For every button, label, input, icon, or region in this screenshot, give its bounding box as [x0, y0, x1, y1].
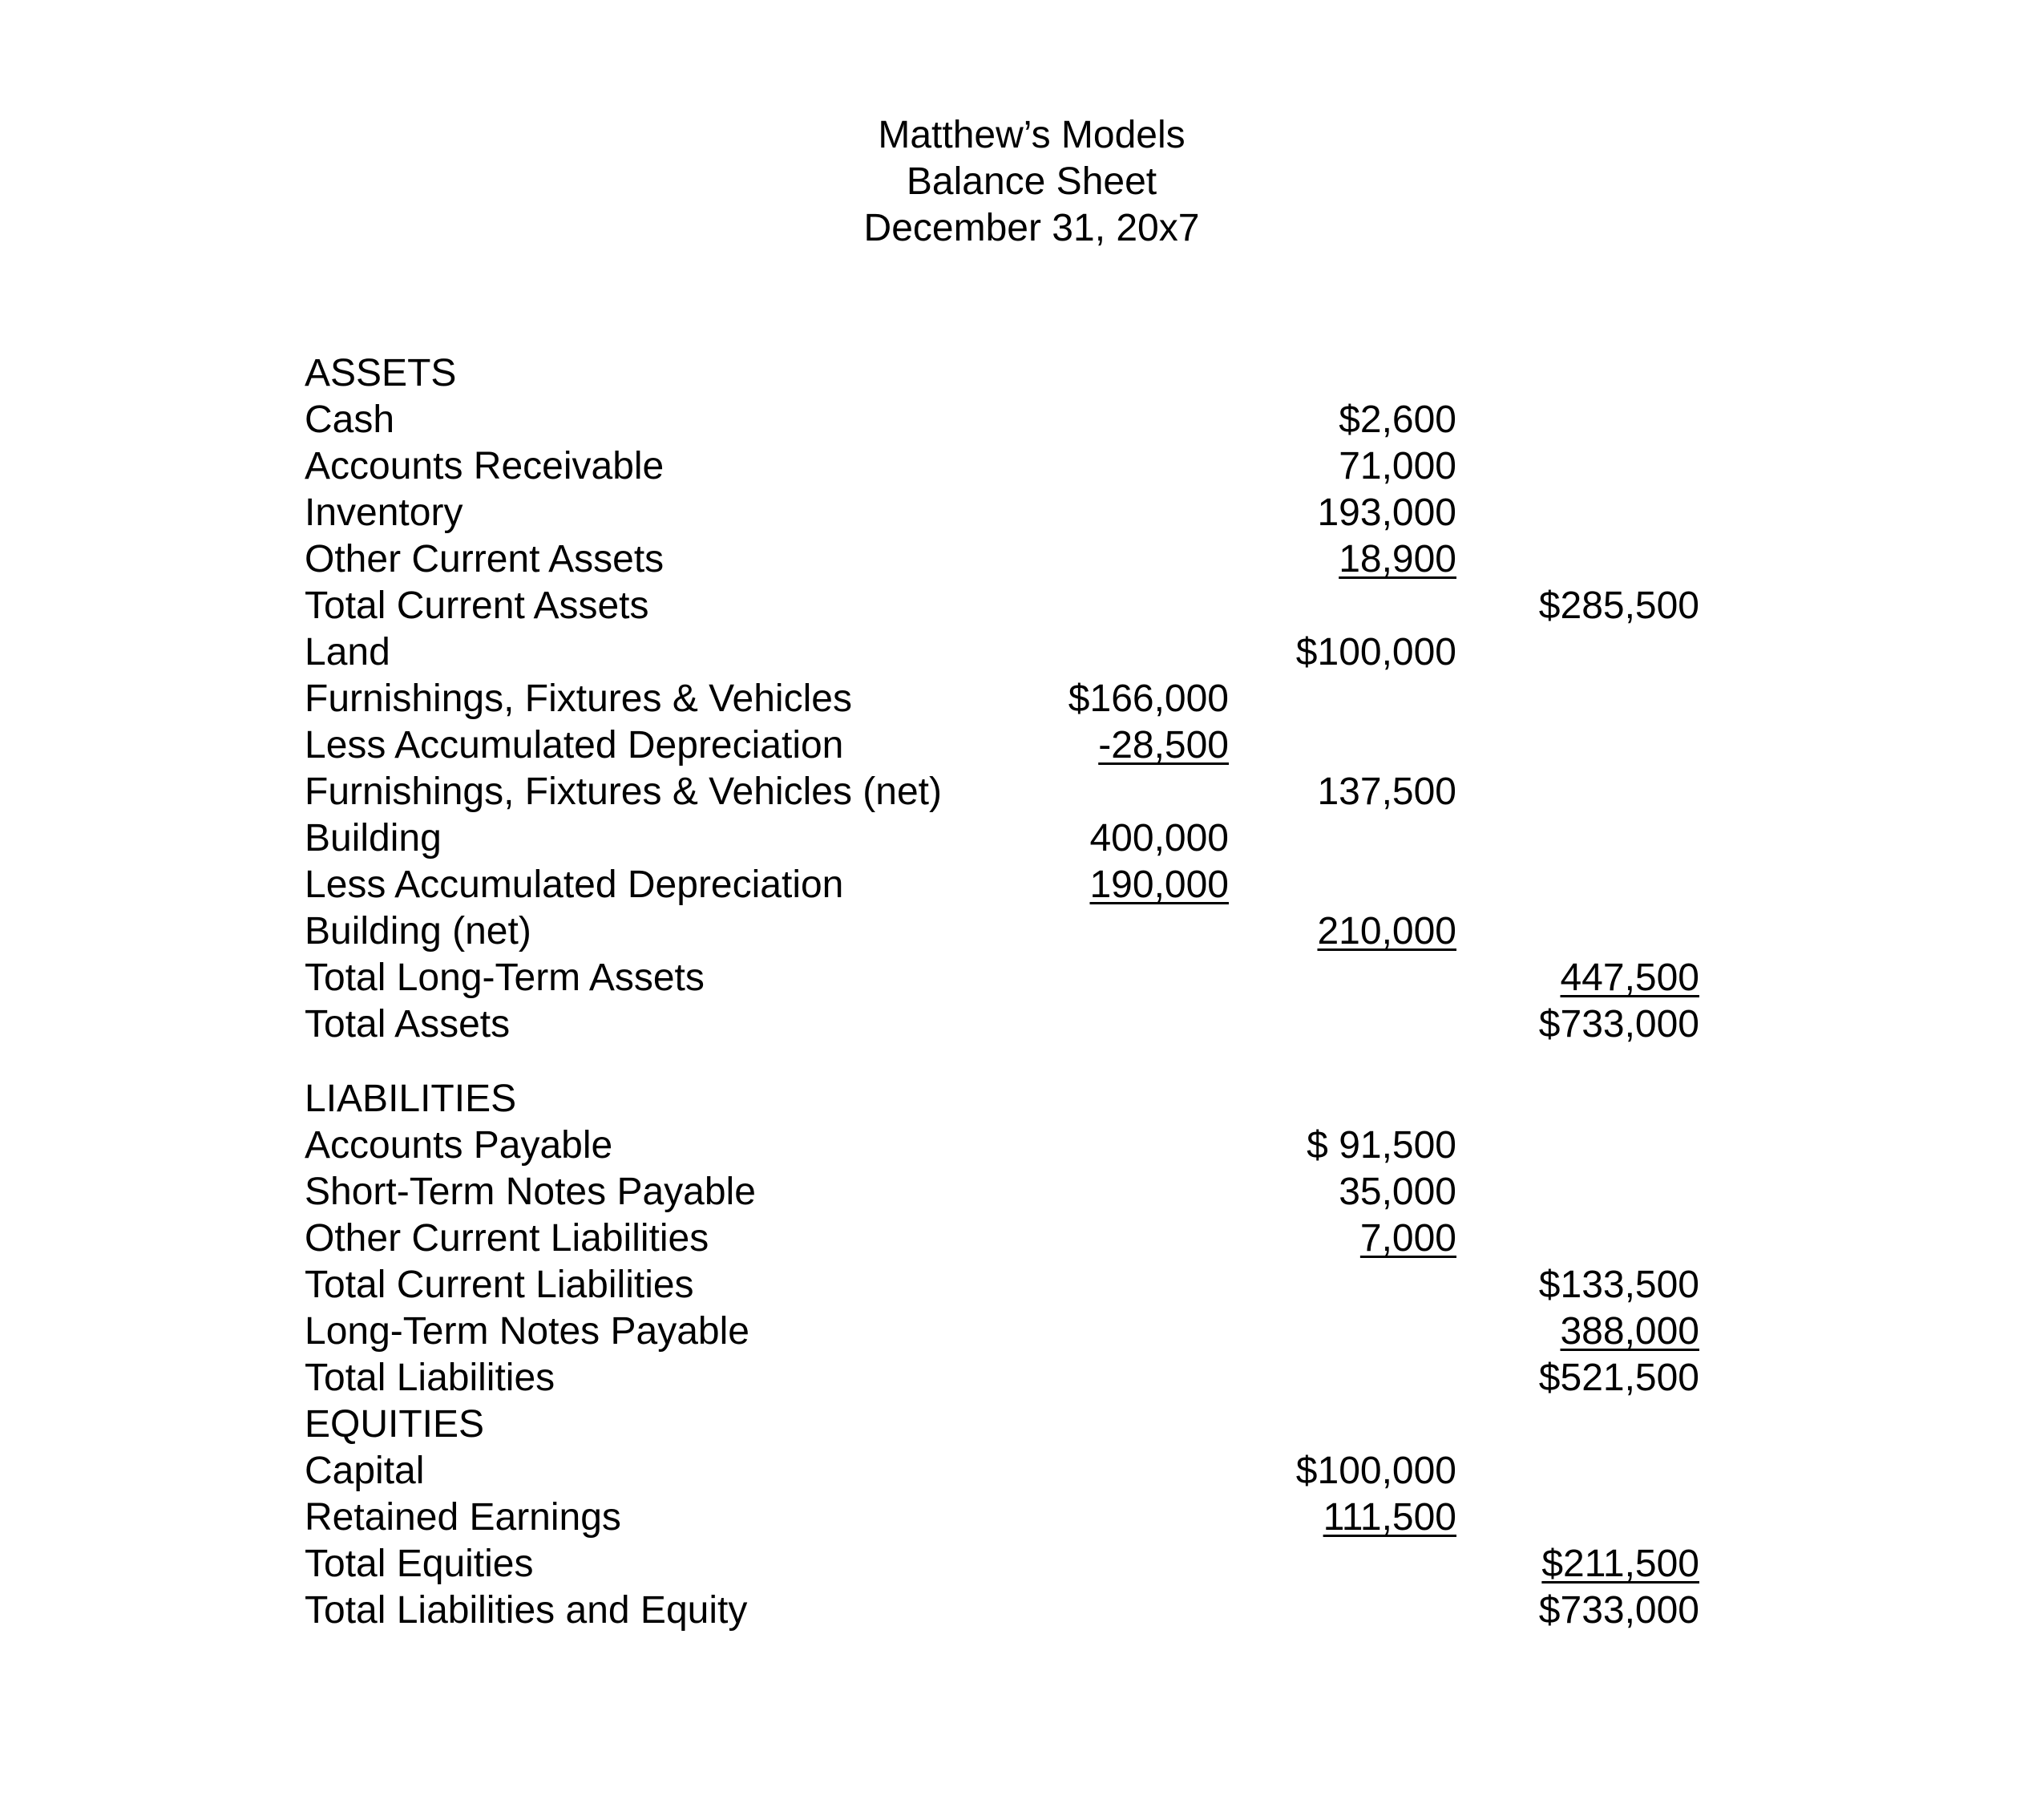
row-label: Other Current Liabilities [305, 1217, 709, 1260]
table-row [305, 815, 1715, 862]
row-label: Total Liabilities and Equity [305, 1589, 748, 1632]
table-row [305, 1541, 1715, 1588]
amount-subtotal: $100,000 [1295, 1450, 1456, 1492]
table-row [305, 862, 1715, 908]
amount-total: $211,500 [1541, 1543, 1699, 1585]
table-row [305, 536, 1715, 583]
table-row [305, 629, 1715, 676]
amount-subtotal: 193,000 [1317, 491, 1456, 534]
row-label: Building (net) [305, 910, 531, 953]
row-label: Land [305, 631, 390, 673]
section-heading-liabilities [305, 1076, 1715, 1122]
statement-date: December 31, 20x7 [863, 207, 1200, 249]
amount-total: $521,500 [1538, 1357, 1699, 1399]
table-row [305, 769, 1715, 815]
table-row [305, 1355, 1715, 1401]
table-row [305, 583, 1715, 629]
row-label: Total Long-Term Assets [305, 957, 705, 999]
document-header [0, 112, 2044, 252]
table-row [305, 1494, 1715, 1541]
row-label: Capital [305, 1450, 425, 1492]
row-label: Other Current Assets [305, 538, 665, 580]
amount-detail: 400,000 [1089, 817, 1229, 859]
amount-detail: $166,000 [1068, 677, 1229, 720]
row-label: Less Accumulated Depreciation [305, 724, 844, 766]
row-label: Retained Earnings [305, 1496, 621, 1539]
row-label: Short-Term Notes Payable [305, 1171, 756, 1213]
amount-total: $285,500 [1538, 584, 1699, 627]
table-row [305, 490, 1715, 536]
table-row [305, 1262, 1715, 1308]
table-row [305, 1448, 1715, 1494]
amount-subtotal: $ 91,500 [1307, 1124, 1456, 1167]
section-heading: LIABILITIES [305, 1078, 517, 1120]
amount-total: $733,000 [1538, 1589, 1699, 1632]
section-heading-assets [305, 350, 1715, 397]
amount-total: 447,500 [1560, 957, 1699, 999]
table-row [305, 722, 1715, 769]
company-name: Matthew’s Models [878, 114, 1186, 156]
amount-total: 388,000 [1560, 1310, 1699, 1353]
amount-subtotal: $2,600 [1339, 398, 1456, 441]
row-label: Total Liabilities [305, 1357, 555, 1399]
section-heading-equities [305, 1401, 1715, 1448]
table-row [305, 443, 1715, 490]
amount-detail: -28,500 [1098, 724, 1229, 766]
amount-total: $733,000 [1538, 1003, 1699, 1046]
row-label: Furnishings, Fixtures & Vehicles [305, 677, 852, 720]
table-row [305, 1001, 1715, 1048]
row-label: Total Current Assets [305, 584, 649, 627]
table-row [305, 1122, 1715, 1169]
statement-title: Balance Sheet [906, 160, 1157, 203]
row-label: Total Assets [305, 1003, 511, 1046]
table-row [305, 676, 1715, 722]
row-label: Cash [305, 398, 395, 441]
row-label: Accounts Receivable [305, 445, 665, 487]
amount-subtotal: $100,000 [1295, 631, 1456, 673]
row-label: Inventory [305, 491, 463, 534]
section-heading: EQUITIES [305, 1403, 485, 1446]
amount-subtotal: 18,900 [1339, 538, 1456, 580]
amount-subtotal: 111,500 [1323, 1496, 1456, 1539]
table-row [305, 908, 1715, 955]
table-row [305, 1308, 1715, 1355]
table-row [305, 1588, 1715, 1634]
amount-subtotal: 35,000 [1339, 1171, 1456, 1213]
amount-total: $133,500 [1538, 1264, 1699, 1306]
row-label: Building [305, 817, 442, 859]
row-label: Accounts Payable [305, 1124, 613, 1167]
row-label: Total Current Liabilities [305, 1264, 694, 1306]
section-heading: ASSETS [305, 352, 457, 394]
row-label: Furnishings, Fixtures & Vehicles (net) [305, 771, 942, 813]
amount-subtotal: 137,500 [1317, 771, 1456, 813]
table-row [305, 1169, 1715, 1215]
amount-subtotal: 71,000 [1339, 445, 1456, 487]
amount-subtotal: 7,000 [1359, 1217, 1456, 1260]
row-label: Total Equities [305, 1543, 534, 1585]
table-row [305, 1215, 1715, 1262]
balance-sheet-table [305, 350, 1715, 1634]
row-label: Less Accumulated Depreciation [305, 864, 844, 906]
table-row [305, 397, 1715, 443]
amount-subtotal: 210,000 [1317, 910, 1456, 953]
row-label: Long-Term Notes Payable [305, 1310, 749, 1353]
table-row [305, 955, 1715, 1001]
amount-detail: 190,000 [1089, 864, 1229, 906]
